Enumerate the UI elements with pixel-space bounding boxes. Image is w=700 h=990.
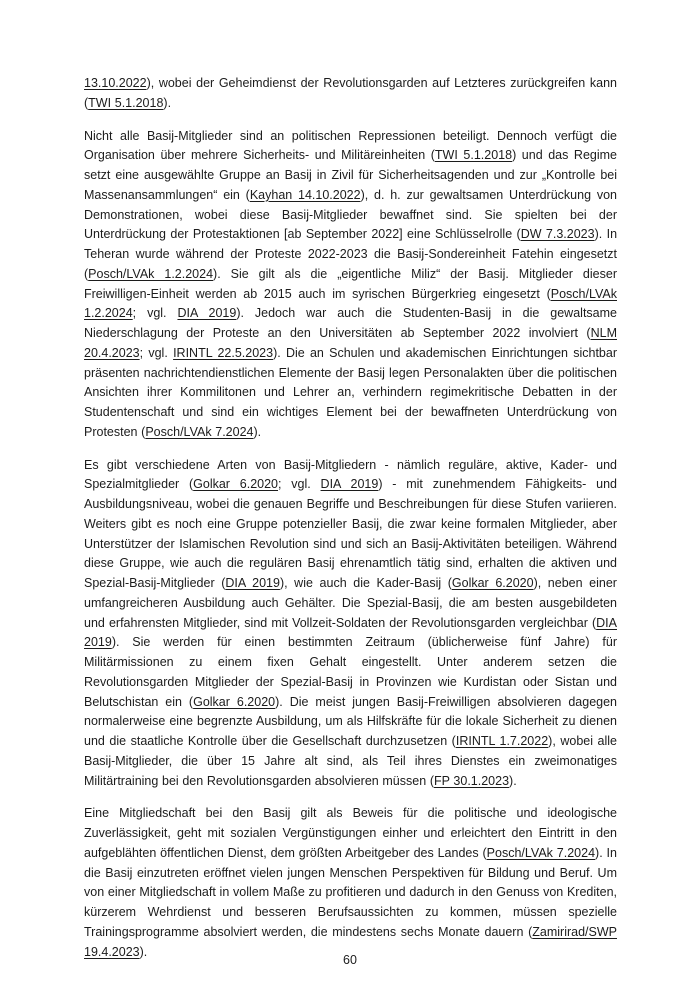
citation-link[interactable]: FP 30.1.2023 — [434, 773, 510, 788]
text-segment: ) und das Regime setzt eine ausgewählte Gruppe an Basij in Zivil für Sicherheitsagenden und zur „Kontrolle bei Massenansammlungen“ ein ( — [84, 148, 618, 202]
text-segment: ; vgl. — [139, 345, 174, 360]
paragraph — [84, 127, 617, 443]
paragraph — [84, 804, 617, 962]
text-segment: ). — [139, 944, 148, 959]
text-segment: ), d. h. zur gewaltsamen Unterdrückung von Demonstrationen, wobei diese Basij-Mitglieder bewaffnet sind. Sie spielten bei der Unterdrückung der Protestaktionen [ab September 2022] eine Schlüsselrolle ( — [84, 187, 617, 242]
citation-link[interactable]: DIA 2019 — [225, 576, 280, 590]
citation-link[interactable]: TWI 5.1.2018 — [434, 148, 513, 163]
paragraph — [84, 74, 617, 114]
citation-link[interactable]: IRINTL 1.7.2022 — [455, 734, 549, 748]
text-segment: ), wobei der Geheimdienst der Revolutionsgarden auf Letzteres zurückgreifen kann ( — [84, 76, 617, 110]
text-segment: Nicht alle Basij-Mitglieder sind an politischen Repressionen beteiligt. Dennoch verfügt die Organisation über mehrere Sicherheits- und Militäreinheiten ( — [84, 128, 617, 163]
citation-link[interactable]: NLM 20.4.2023 — [84, 326, 617, 360]
page-number: 60 — [343, 953, 357, 967]
text-segment: ). — [163, 95, 172, 110]
text-segment: ), wie auch die Kader-Basij ( — [279, 576, 452, 590]
citation-link[interactable]: Posch/LVAk 7.2024 — [145, 424, 254, 439]
citation-link[interactable]: Golkar 6.2020 — [451, 576, 534, 590]
citation-link[interactable]: Zamirirad/SWP 19.4.2023 — [84, 924, 617, 959]
text-segment: ; vgl. — [278, 477, 321, 492]
text-segment: ). Die meist jungen Basij-Freiwilligen absolvieren dagegen normalerweise eine begrenzte Ausbildung, um als Hilfskräfte für die lokale Sicherheit zu dienen und die staatliche Kontrolle über die Gesellschaft durchzusetzen ( — [84, 694, 617, 748]
text-segment: ) - mit zunehmendem Fähigkeits- und Ausbildungsniveau, wobei die genauen Begriffe und Beschreibungen für diese Stufen variieren. Weiters gibt es noch eine Gruppe potenzieller Basij, die zwar keine formalen Mitglieder, aber Unterstützer der Islamischen Revolution sind und sich an Basij-Aktivitäten beteiligen. Während diese Gruppe, wie auch die regulären Basij ehrenamtlich tätig sind, erhalten die aktiven und Spezial-Basij-Mitglieder ( — [84, 477, 617, 590]
citation-link[interactable]: Kayhan 14.10.2022 — [249, 187, 361, 202]
citation-link[interactable]: Posch/LVAk 7.2024 — [486, 845, 596, 860]
citation-link[interactable]: Golkar 6.2020 — [193, 694, 276, 709]
text-segment: ). In die Basij einzutreten eröffnet vielen jungen Menschen Perspektiven für Bildung und Beruf. Um von einer Mitgliedschaft in vollem Maße zu profitieren und dadurch in den Genuss von Krediten, kürzerem Wehrdienst und besseren Berufsaussichten zu kommen, müssen spezielle Trainingsprogramme absolviert werden, die mindestens sechs Monate dauern ( — [84, 845, 617, 939]
citation-link[interactable]: DW 7.3.2023 — [520, 227, 595, 242]
citation-link[interactable]: IRINTL 22.5.2023 — [173, 345, 274, 360]
citation-link[interactable]: Posch/LVAk 1.2.2024 — [88, 266, 214, 281]
text-segment: ). — [509, 773, 517, 788]
citation-link[interactable]: Posch/LVAk 1.2.2024 — [84, 286, 617, 321]
text-segment: ). In Teheran wurde während der Proteste 2022-2023 die Basij-Sondereinheit Fatehin eingesetzt ( — [84, 227, 618, 281]
text-segment: Es gibt verschiedene Arten von Basij-Mitgliedern - nämlich reguläre, aktive, Kader- und Spezialmitglieder ( — [84, 457, 617, 492]
text-segment: ), neben einer umfangreicheren Ausbildung auch Gehälter. Die Spezial-Basij, die am besten ausgebildeten und erfahrensten Mitglieder, sind mit Vollzeit-Soldaten der Revolutionsgarden vergleichbar ( — [84, 576, 617, 630]
text-segment: ). Die an Schulen und akademischen Einrichtungen sichtbar präsenten nachrichtendienstlichen Elemente der Basij legen Personalakten über die politischen Ansichten ihrer Kommilitonen und Lehrer an, verhindern regimekritische Debatten in der Studentenschaft und sind ein wichtiges Element bei der bewaffneten Unterdrückung von Protesten ( — [84, 345, 617, 439]
page-content — [84, 74, 617, 975]
citation-link[interactable]: DIA 2019 — [320, 477, 379, 492]
text-segment: ; vgl. — [132, 306, 178, 321]
text-segment: Eine Mitgliedschaft bei den Basij gilt als Beweis für die politische und ideologische Zuverlässigkeit, geht mit sozialen Vergünstigungen einher und erleichtert den Eintritt in den aufgeblähten öffentlichen Dienst, dem größten Arbeitgeber des Landes ( — [84, 806, 617, 860]
text-segment: ). Sie werden für einen bestimmten Zeitraum (üblicherweise fünf Jahre) für Militärmissionen zu einem fixen Gehalt eingestellt. Unter anderem setzen die Revolutionsgarden Mitglieder der Spezial-Basij in Provinzen wie Kurdistan oder Sistan und Belutschistan ein ( — [84, 635, 617, 709]
text-segment: ), wobei alle Basij-Mitglieder, die über 15 Jahre alt sind, als Teil ihres Dienstes ein zweimonatiges Militärtraining bei den Revolutionsgarden absolvieren müssen ( — [84, 734, 617, 788]
text-segment: ). — [253, 424, 262, 439]
paragraph — [84, 456, 617, 792]
citation-link[interactable]: DIA 2019 — [177, 306, 237, 321]
citation-link[interactable]: DIA 2019 — [84, 615, 617, 650]
text-segment: ). Jedoch war auch die Studenten-Basij in die gewaltsame Niederschlagung der Proteste an den Universitäten ab September 2022 involviert ( — [84, 306, 617, 340]
citation-link[interactable]: Golkar 6.2020 — [193, 477, 279, 492]
citation-link[interactable]: TWI 5.1.2018 — [88, 95, 164, 110]
text-segment: ). Sie gilt als die „eigentliche Miliz“ der Basij. Mitglieder dieser Freiwilligen-Einheit werden ab 2015 auch im syrischen Bürgerkrieg eingesetzt ( — [84, 266, 617, 301]
citation-link[interactable]: 13.10.2022 — [84, 76, 147, 90]
